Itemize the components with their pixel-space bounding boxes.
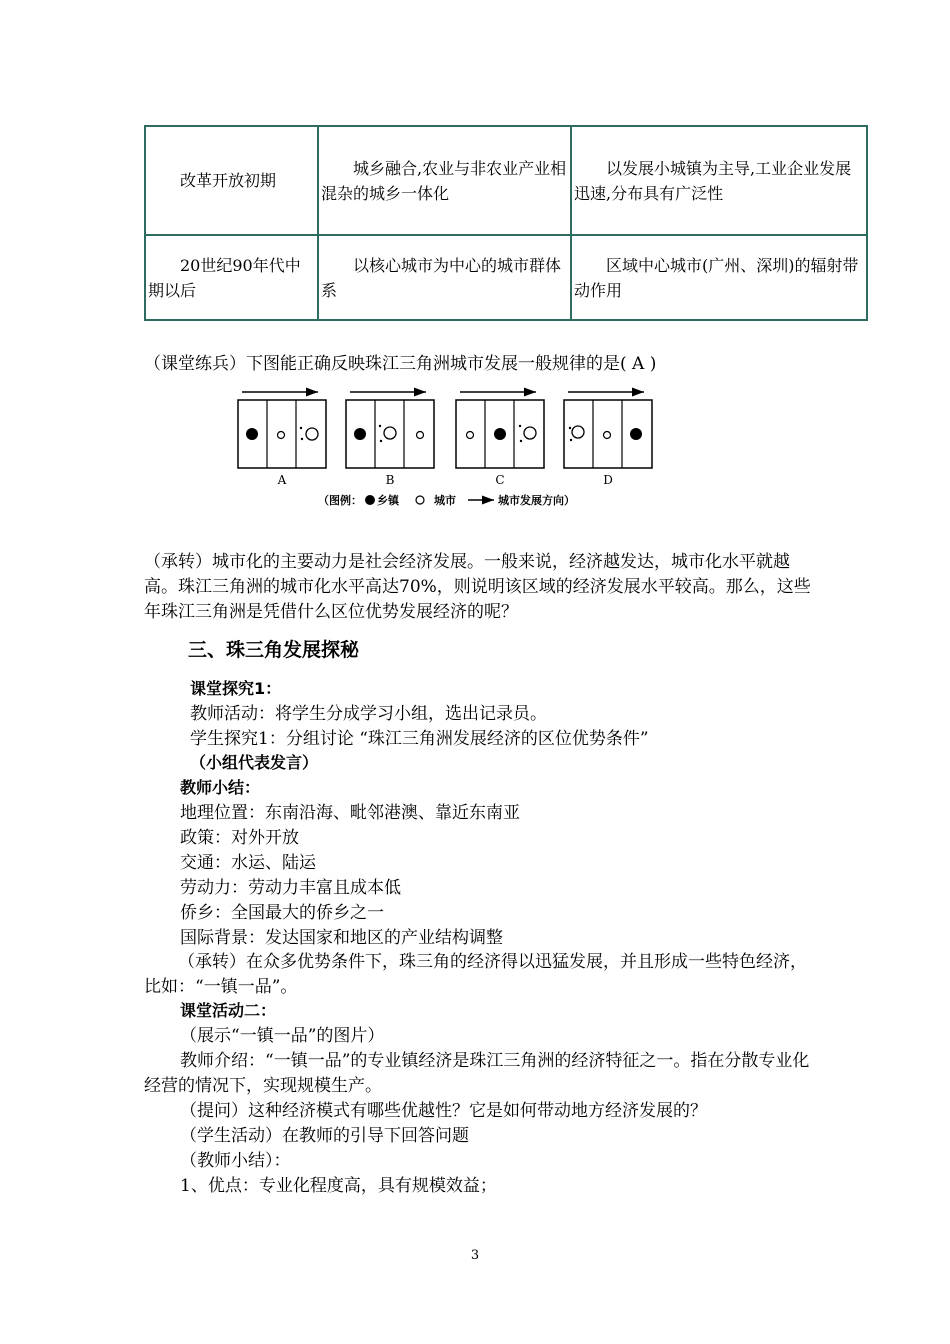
legend-prefix: （图例： [318,494,362,507]
table-row [145,235,867,320]
teacher-intro: 教师介绍：“一镇一品”的专业镇经济是珠江三角洲的经济特征之一。指在分散专业化经营的情况下，实现规模生产。 [144,1051,810,1096]
teacher-summary-2: （教师小结）： [180,1151,291,1171]
city-circle [467,432,474,439]
option-c-diagram [456,392,544,468]
teacher-activity: 教师活动：将学生分成学习小组，选出记录员。 [190,704,547,724]
town-legend-icon [365,495,375,505]
page-number: 3 [470,1248,480,1263]
student-inquiry: 学生探究1：分组讨论 “珠江三角洲发展经济的区位优势条件” [190,729,649,749]
town-dot [354,428,366,440]
cell-text: 以核心城市为中心的城市群体系 [321,255,562,300]
city-circle [524,427,536,439]
city-legend-icon [416,496,424,504]
town-dot [246,428,258,440]
summary-item: 侨乡：全国最大的侨乡之一 [180,903,384,923]
urbanization-stage-table [144,125,868,321]
table-cell [318,235,571,320]
cell-text: 区域中心城市(广州、深圳)的辐射带动作用 [574,255,859,300]
point-1: 1、优点：专业化程度高，具有规模效益； [180,1176,497,1196]
option-label: B [385,473,395,487]
city-circle [306,428,318,440]
cell-text: 以发展小城镇为主导,工业企业发展迅速,分布具有广泛性 [574,158,852,203]
table-cell [145,126,318,235]
option-label: D [603,473,613,487]
option-a-diagram [238,392,326,468]
question-2: （提问）这种经济模式有哪些优越性？它是如何带动地方经济发展的？ [180,1101,707,1121]
option-b-diagram [346,392,434,468]
legend-city: 城市 [434,494,456,507]
table-cell [571,126,867,235]
group-speech: （小组代表发言） [190,753,319,772]
teacher-summary-title: 教师小结： [180,778,261,797]
summary-item: 劳动力：劳动力丰富且成本低 [180,878,401,898]
city-circle [417,432,424,439]
city-circle [278,432,285,439]
legend-town: 乡镇 [377,494,399,507]
table-row [145,126,867,235]
option-label: C [495,473,505,487]
city-development-figure [230,382,670,517]
summary-item: 政策：对外开放 [180,828,299,848]
town-dot [494,428,506,440]
practice-question: （课堂练兵）下图能正确反映珠江三角洲城市发展一般规律的是( A ) [144,354,657,374]
table-cell [318,126,571,235]
legend-direction: 城市发展方向） [498,494,575,507]
cell-text: 20世纪90年代中期以后 [148,255,301,300]
summary-item: 交通：水运、陆运 [180,853,316,873]
city-circle [572,426,584,438]
transition-paragraph-2: （承转）在众多优势条件下，珠三角的经济得以迅猛发展，并且形成一些特色经济，比如：“一镇一品”。 [144,952,807,997]
summary-item: 国际背景：发达国家和地区的产业结构调整 [180,928,503,948]
option-d-diagram [564,392,652,468]
town-dot [630,428,642,440]
cell-text: 城乡融合,农业与非农业产业相混杂的城乡一体化 [321,158,567,203]
transition-paragraph-1: （承转）城市化的主要动力是社会经济发展。一般来说，经济越发达，城市化水平就越高。珠江三角洲的城市化水平高达70%，则说明该区域的经济发展水平较高。那么，这些年珠江三角洲是凭借什么区位优势发展经济的呢？ [144,552,811,622]
inquiry-title: 课堂探究1： [190,679,282,698]
table-cell [145,235,318,320]
student-activity: （学生活动）在教师的引导下回答问题 [180,1126,469,1146]
city-circle [604,432,611,439]
show-picture: （展示“一镇一品”的图片） [180,1026,385,1046]
cell-text: 改革开放初期 [180,171,277,190]
table-cell [571,235,867,320]
figure-legend [318,493,575,507]
option-label: A [277,473,287,487]
section-title: 三、珠三角发展探秘 [188,639,360,661]
city-circle [384,427,396,439]
summary-item: 地理位置：东南沿海、毗邻港澳、靠近东南亚 [180,803,520,823]
activity-title: 课堂活动二： [180,1001,277,1020]
